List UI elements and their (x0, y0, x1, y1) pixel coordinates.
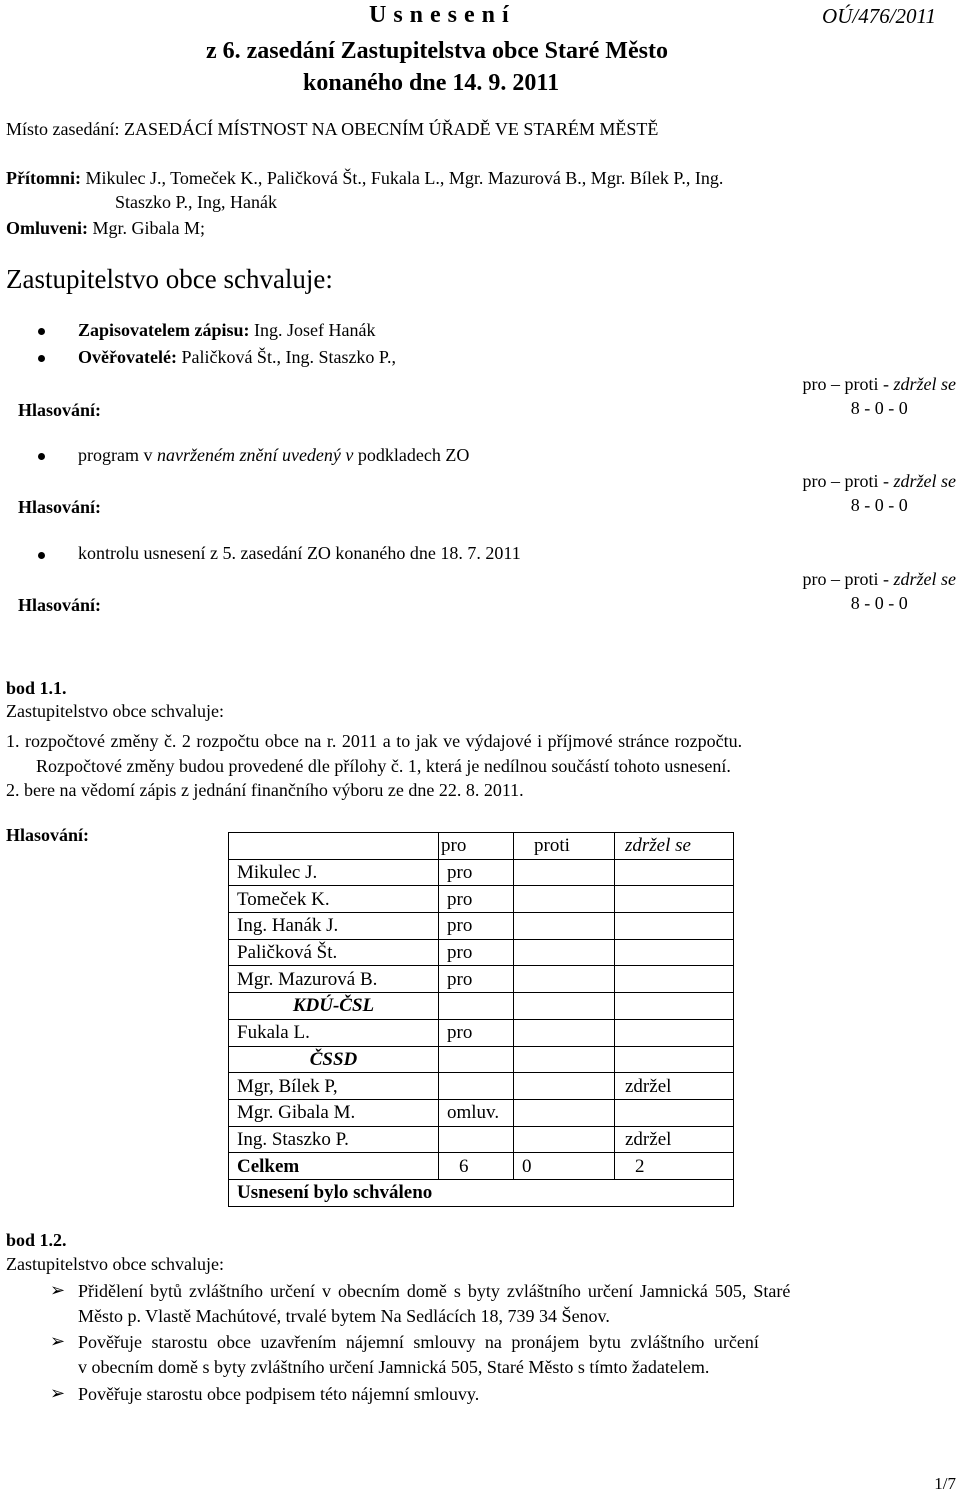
vote-pro: pro (439, 886, 514, 913)
bod-1-1-vote-label: Hlasování: (6, 825, 90, 845)
member-name: Paličková Št. (229, 939, 439, 966)
meeting-place (6, 119, 658, 140)
bod-1-1-line-1: 1. rozpočtové změny č. 2 rozpočtu obce na r. 2011 a to jak ve výdajové i příjmové stránce rozpočtu. (6, 731, 743, 751)
table-party-row (229, 1046, 734, 1073)
verifiers-label: Ověřovatelé: (78, 347, 177, 367)
table-header-row (229, 833, 734, 860)
excused-value: Mgr. Gibala M; (92, 218, 206, 238)
vote-pro: pro (439, 966, 514, 993)
bod-1-2-item-3: Pověřuje starostu obce podpisem této nájemní smlouvy. (78, 1384, 480, 1404)
bod-1-2-item-1a: Přidělení bytů zvláštního určení v obecním domě s byty zvláštního určení Jamnická 505, Staré (78, 1281, 791, 1301)
member-name: Mikulec J. (229, 859, 439, 886)
page-number: 1/7 (934, 1474, 956, 1493)
member-name: Mgr, Bílek P, (229, 1073, 439, 1100)
bullet-icon (38, 355, 45, 362)
attendees-value-1: Mikulec J., Tomeček K., Paličková Št., Fukala L., Mgr. Mazurová B., Mgr. Bílek P., Ing. (85, 168, 724, 188)
table-row (229, 1099, 734, 1126)
total-abstain: 2 (615, 1153, 734, 1180)
excused-label: Omluveni: (6, 218, 89, 238)
table-row (229, 966, 734, 993)
table-row (229, 913, 734, 940)
total-proti: 0 (514, 1153, 615, 1180)
item-verifiers (78, 347, 396, 368)
vote-proti (514, 939, 615, 966)
party-name: ČSSD (229, 1046, 439, 1073)
total-label: Celkem (229, 1153, 439, 1180)
approves-heading: Zastupitelstvo obce schvaluje: (6, 264, 333, 294)
vote-pro: pro (439, 859, 514, 886)
attendees (6, 168, 723, 189)
vote-proti (514, 966, 615, 993)
vote-pro (439, 1126, 514, 1153)
vote-head-3: pro – proti - (802, 569, 894, 589)
member-name: Fukala L. (229, 1019, 439, 1046)
bullet-icon (38, 328, 45, 335)
excused (6, 218, 205, 239)
arrow-bullet-icon: ➢ (50, 1331, 66, 1352)
table-cell (439, 993, 514, 1020)
vote-abstain (615, 1099, 734, 1126)
vote-proti (514, 1126, 615, 1153)
table-cell (615, 1046, 734, 1073)
item-recorder (78, 320, 375, 341)
table-row (229, 1019, 734, 1046)
vote-count-2: 8 - 0 - 0 (850, 494, 908, 515)
vote-table (228, 832, 734, 1207)
vote-pro: pro (439, 939, 514, 966)
attendees-value-2: Staszko P., Ing, Hanák (115, 192, 277, 212)
table-cell (439, 1046, 514, 1073)
party-name: KDÚ-ČSL (229, 993, 439, 1020)
table-header-proti: proti (514, 833, 615, 860)
vote-head-abstain-1: zdržel se (893, 374, 956, 394)
vote-abstain (615, 966, 734, 993)
member-name: Tomeček K. (229, 886, 439, 913)
bod-1-1-title: bod 1.1. (6, 678, 67, 698)
bod-1-2-item-2a: Pověřuje starostu obce uzavřením nájemní smlouvy na pronájem bytu zvláštního určení (78, 1332, 759, 1352)
recorder-value: Ing. Josef Hanák (254, 320, 376, 340)
meeting-place-value: ZASEDÁCÍ MÍSTNOST NA OBECNÍM ÚŘADĚ VE STARÉM MĚSTĚ (123, 119, 659, 139)
document-subtitle-1: z 6. zasedání Zastupitelstva obce Staré Město (206, 38, 668, 64)
table-result-row (229, 1179, 734, 1206)
item-program (78, 445, 469, 466)
vote-pro: omluv. (439, 1099, 514, 1126)
resolution-result: Usnesení bylo schváleno (229, 1179, 734, 1206)
bullet-icon (38, 552, 45, 559)
vote-pro: pro (439, 913, 514, 940)
verifiers-value: Paličková Št., Ing. Staszko P., (181, 347, 396, 367)
vote-pro: pro (439, 1019, 514, 1046)
bod-1-1-heading: Zastupitelstvo obce schvaluje: (6, 701, 224, 721)
vote-proti (514, 913, 615, 940)
table-cell (514, 993, 615, 1020)
table-cell (514, 1046, 615, 1073)
table-row (229, 1126, 734, 1153)
vote-label-2: Hlasování: (18, 497, 102, 517)
table-header-abstain: zdržel se (615, 833, 734, 860)
document-title: U s n e s e n í (369, 2, 510, 28)
vote-abstain: zdržel (615, 1073, 734, 1100)
bod-1-2-heading: Zastupitelstvo obce schvaluje: (6, 1254, 224, 1274)
attendees-label: Přítomni: (6, 168, 81, 188)
vote-proti (514, 886, 615, 913)
vote-label-3: Hlasování: (18, 595, 102, 615)
vote-head-2: pro – proti - (802, 471, 894, 491)
vote-count-1: 8 - 0 - 0 (850, 397, 908, 418)
table-cell (615, 993, 734, 1020)
recorder-label: Zapisovatelem zápisu: (78, 320, 250, 340)
member-name: Ing. Staszko P. (229, 1126, 439, 1153)
table-cell (229, 833, 439, 860)
vote-proti (514, 859, 615, 886)
table-header-pro: pro (439, 833, 514, 860)
vote-abstain: zdržel (615, 1126, 734, 1153)
member-name: Ing. Hanák J. (229, 913, 439, 940)
table-row (229, 1073, 734, 1100)
program-text-a: program v (78, 445, 157, 465)
vote-result-3 (803, 569, 956, 613)
bod-1-2-title: bod 1.2. (6, 1230, 67, 1250)
table-row (229, 939, 734, 966)
vote-head-abstain-3: zdržel se (893, 569, 956, 589)
vote-abstain (615, 939, 734, 966)
vote-pro (439, 1073, 514, 1100)
meeting-place-label: Místo zasedání: (6, 119, 120, 139)
program-text-b: navrženém znění uvedený v (156, 445, 354, 465)
vote-count-3: 8 - 0 - 0 (850, 592, 908, 613)
vote-abstain (615, 913, 734, 940)
vote-head-1: pro – proti - (802, 374, 894, 394)
vote-abstain (615, 859, 734, 886)
table-row (229, 859, 734, 886)
item-control: kontrolu usnesení z 5. zasedání ZO konaného dne 18. 7. 2011 (78, 543, 521, 563)
bod-1-2-item-2b: v obecním domě s byty zvláštního určení Jamnická 505, Staré Město s tímto žadatelem. (78, 1357, 710, 1377)
table-party-row (229, 993, 734, 1020)
table-row (229, 886, 734, 913)
bullet-icon (38, 453, 45, 460)
table-total-row (229, 1153, 734, 1180)
arrow-bullet-icon: ➢ (50, 1280, 66, 1301)
bod-1-1-line-3: 2. bere na vědomí zápis z jednání finančního výboru ze dne 22. 8. 2011. (6, 780, 524, 800)
arrow-bullet-icon: ➢ (50, 1383, 66, 1404)
member-name: Mgr. Mazurová B. (229, 966, 439, 993)
vote-proti (514, 1019, 615, 1046)
bod-1-1-line-2: Rozpočtové změny budou provedené dle přílohy č. 1, která je nedílnou součástí tohoto usnesení. (36, 756, 731, 776)
document-subtitle-2: konaného dne 14. 9. 2011 (303, 70, 560, 96)
document-reference: OÚ/476/2011 (822, 4, 936, 28)
vote-proti (514, 1099, 615, 1126)
vote-result-1 (803, 374, 956, 418)
vote-label-1: Hlasování: (18, 400, 102, 420)
vote-head-abstain-2: zdržel se (893, 471, 956, 491)
bod-1-2-item-1b: Město p. Vlastě Machútové, trvalé bytem Na Sedlácích 18, 739 34 Šenov. (78, 1306, 610, 1326)
vote-proti (514, 1073, 615, 1100)
total-pro: 6 (439, 1153, 514, 1180)
vote-abstain (615, 1019, 734, 1046)
vote-abstain (615, 886, 734, 913)
member-name: Mgr. Gibala M. (229, 1099, 439, 1126)
program-text-c: podkladech ZO (353, 445, 470, 465)
vote-result-2 (803, 471, 956, 515)
